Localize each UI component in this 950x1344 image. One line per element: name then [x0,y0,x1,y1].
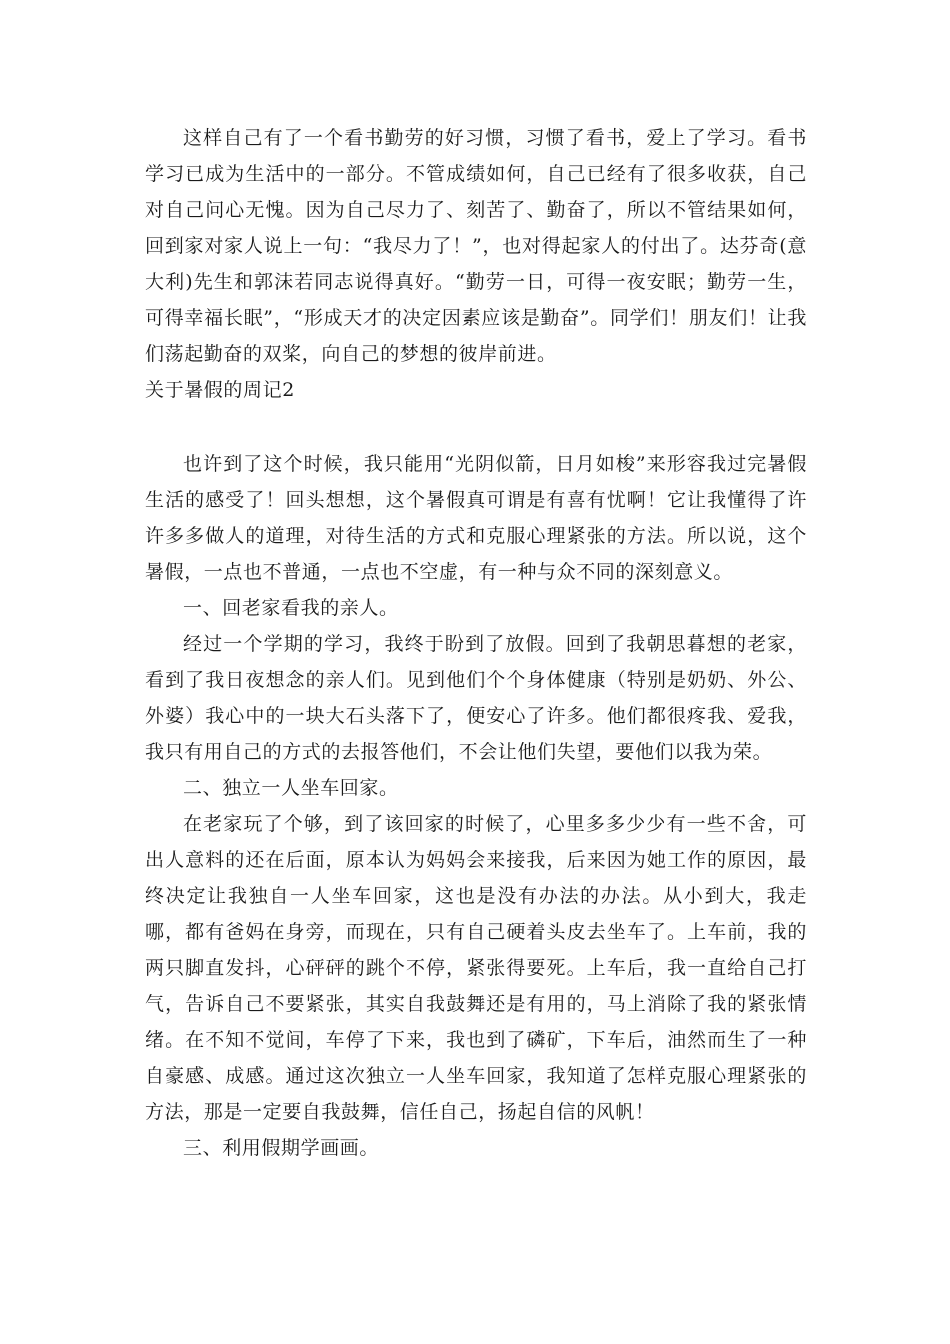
subheading-learn-drawing: 三、利用假期学画画。 [183,1137,380,1159]
document-body [145,120,807,1166]
blank-line [145,408,807,446]
paragraph-visit-relatives: 经过一个学期的学习，我终于盼到了放假。回到了我朝思暮想的老家，看到了我日夜想念的亲人们。见到他们个个身体健康（特别是奶奶、外公、外婆）我心中的一块大石头落下了，便安心了许多。他们都很疼我、爱我，我只有用自己的方式的去报答他们，不会让他们失望，要他们以我为荣。 [145,633,807,763]
paragraph-diligence: 这样自己有了一个看书勤劳的好习惯，习惯了看书，爱上了学习。看书学习已成为生活中的一部分。不管成绩如何，自己已经有了很多收获，自己对自己问心无愧。因为自己尽力了、刻苦了、勤奋了，所以不管结果如何，回到家对家人说上一句：“我尽力了！”，也对得起家人的付出了。达芬奇(意大利)先生和郭沫若同志说得真好。“勤劳一日，可得一夜安眠；勤劳一生，可得幸福长眠”，“形成天才的决定因素应该是勤奋”。同学们！朋友们！让我们荡起勤奋的双桨，向自己的梦想的彼岸前进。 [145,127,807,365]
paragraph-summer-intro: 也许到了这个时候，我只能用“光阴似箭，日月如梭”来形容我过完暑假生活的感受了！回头想想，这个暑假真可谓是有喜有忧啊！它让我懂得了许许多多做人的道理，对待生活的方式和克服心理紧张的方法。所以说，这个暑假，一点也不普通，一点也不空虚，有一种与众不同的深刻意义。 [145,453,807,583]
section-title: 关于暑假的周记2 [145,379,295,401]
subheading-ride-home-alone: 二、独立一人坐车回家。 [183,777,399,799]
subheading-visit-relatives: 一、回老家看我的亲人。 [183,597,399,619]
paragraph-ride-home-alone: 在老家玩了个够，到了该回家的时候了，心里多多少少有一些不舍，可出人意料的还在后面，原本认为妈妈会来接我，后来因为她工作的原因，最终决定让我独自一人坐车回家，这也是没有办法的办法。从小到大，我走哪，都有爸妈在身旁，而现在，只有自己硬着头皮去坐车了。上车前，我的两只脚直发抖，心砰砰的跳个不停，紧张得要死。上车后，我一直给自己打气，告诉自己不要紧张，其实自我鼓舞还是有用的，马上消除了我的紧张情绪。在不知不觉间，车停了下来，我也到了磷矿，下车后，油然而生了一种自豪感、成感。通过这次独立一人坐车回家，我知道了怎样克服心理紧张的方法，那是一定要自我鼓舞，信任自己，扬起自信的风帆！ [145,813,807,1123]
